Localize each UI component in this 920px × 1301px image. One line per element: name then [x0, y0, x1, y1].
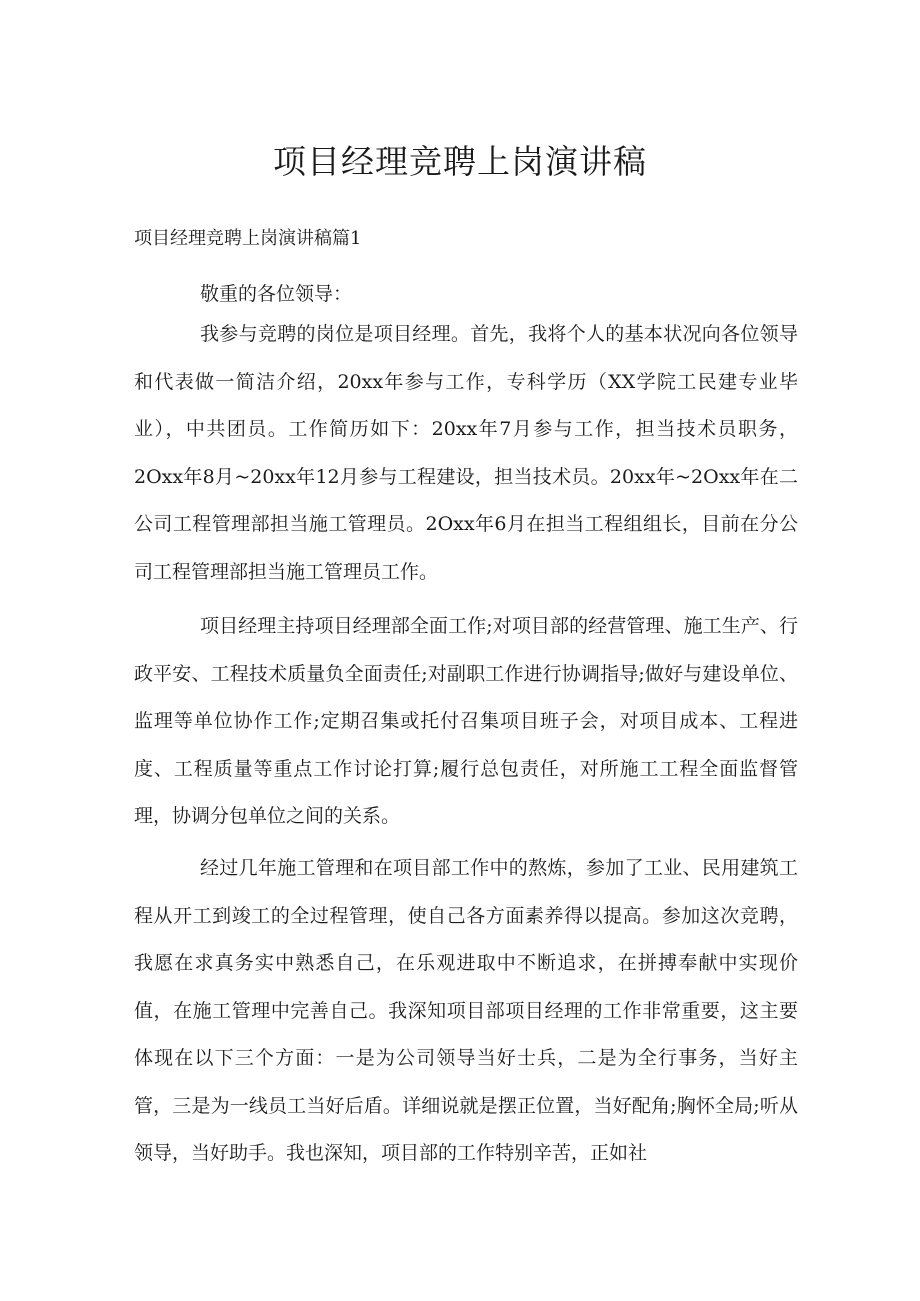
paragraph-experience: 经过几年施工管理和在项目部工作中的熬炼，参加了工业、民用建筑工程从开工到竣工的全过程管理，使自己各方面素养得以提高。参加这次竞聘，我愿在求真务实中熟悉自己，在乐观进取中不断追求，在拼搏奉献中实现价值，在施工管理中完善自己。我深知项目部项目经理的工作非常重要，这主要体现在以下三个方面：一是为公司领导当好士兵，二是为全行事务，当好主管，三是为一线员工当好后盾。详细说就是摆正位置，当好配角;胸怀全局;听从领导，当好助手。我也深知，项目部的工作特别辛苦，正如社: [134, 857, 798, 1164]
section-heading: 项目经理竞聘上岗演讲稿篇1: [134, 228, 362, 249]
paragraph-introduction: 我参与竞聘的岗位是项目经理。首先，我将个人的基本状况向各位领导和代表做一简洁介绍，20xx年参与工作，专科学历（XX学院工民建专业毕业），中共团员。工作简历如下：20xx年7月参与工作，担当技术员职务，2Oxx年8月~20xx年12月参与工程建设，担当技术员。20xx年~2Oxx年在二公司工程管理部担当施工管理员。2Oxx年6月在担当工程组组长，目前在分公司工程管理部担当施工管理员工作。: [134, 323, 798, 583]
greeting-line: 敬重的各位领导：: [200, 283, 353, 305]
document-title: 项目经理竞聘上岗演讲稿: [273, 142, 647, 181]
paragraph-duties: 项目经理主持项目经理部全面工作;对项目部的经营管理、施工生产、行政平安、工程技术质量负全面责任;对副职工作进行协调指导;做好与建设单位、监理等单位协作工作;定期召集或托付召集项目班子会，对项目成本、工程进度、工程质量等重点工作讨论打算;履行总包责任，对所施工工程全面监督管理，协调分包单位之间的关系。: [134, 615, 798, 827]
